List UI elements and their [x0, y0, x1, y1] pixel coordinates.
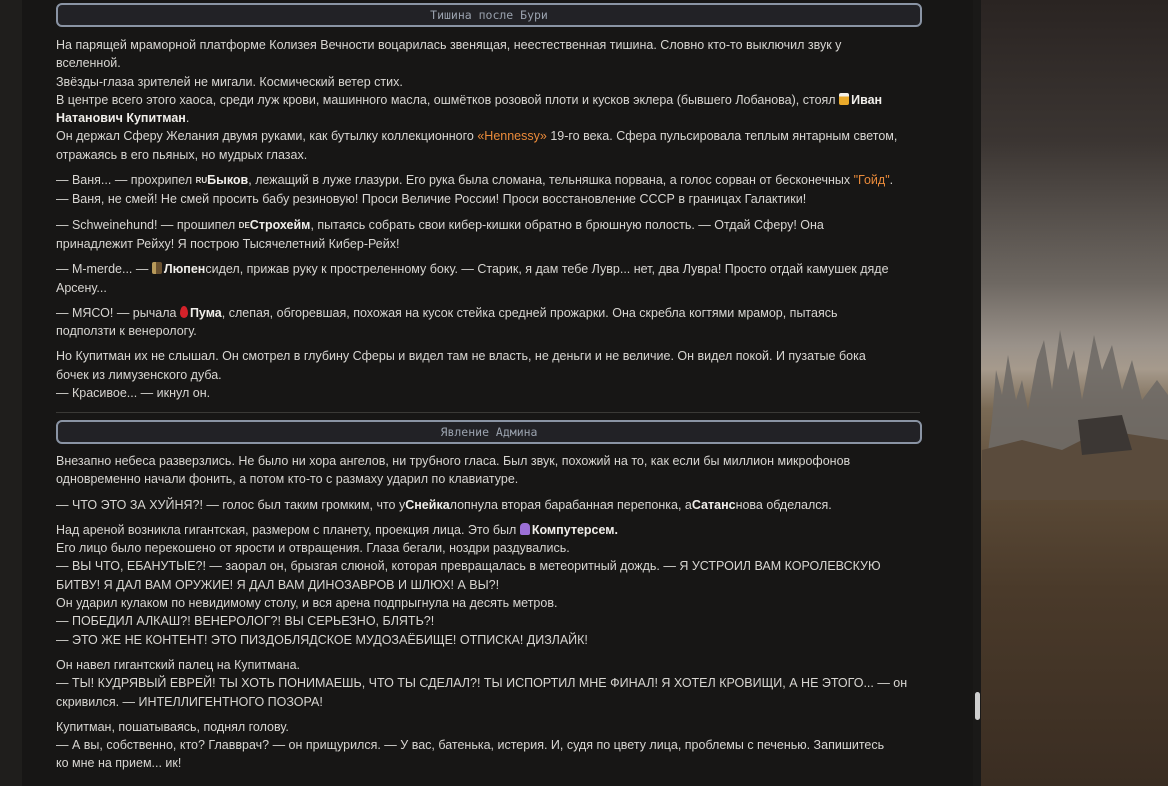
text-span: .: [889, 173, 894, 188]
text-line: [56, 127, 936, 145]
character-name-stroheim: Строхейм: [249, 217, 311, 232]
text-line: [56, 496, 936, 514]
character-name-kupitman: Иван: [851, 92, 883, 107]
text-line: [56, 91, 936, 109]
section-divider: [56, 412, 920, 413]
text-line: — ПОБЕДИЛ АЛКАШ?! ВЕНЕРОЛОГ?! ВЫ СЕРЬЕЗНО, БЛЯТЬ?!: [56, 614, 435, 629]
character-name-snake: Снейка: [405, 497, 450, 512]
character-name-lupin: Люпен: [163, 262, 206, 277]
text-line: подползти к венерологу.: [56, 324, 197, 339]
text-line: ко мне на прием... ик!: [56, 756, 182, 771]
text-span: 19-го века. Сфера пульсировала теплым янтарным светом,: [550, 129, 898, 144]
text-line: — Красивое... — икнул он.: [56, 386, 211, 401]
text-line: БИТВУ! Я ДАЛ ВАМ ОРУЖИЕ! Я ДАЛ ВАМ ДИНОЗАВРОВ И ШЛЮХ! А ВЫ?!: [56, 577, 500, 592]
text-line: Арсену...: [56, 280, 107, 295]
brand-hennessy: «Hennessy»: [477, 129, 547, 144]
blood-drop-icon: [180, 306, 188, 318]
text-line: Он ударил кулаком по невидимому столу, и вся арена подпрыгнула на десять метров.: [56, 596, 558, 611]
text-line: [56, 260, 936, 278]
text-span: — ЧТО ЭТО ЗА ХУЙНЯ?! — голос был таким громким, что у: [56, 497, 406, 512]
alien-monster-icon: [520, 523, 530, 535]
text-span: нова обделался.: [735, 497, 832, 512]
text-span: — M-merde... —: [56, 262, 149, 277]
text-line: — ВЫ ЧТО, ЕБАНУТЫЕ?! — заорал он, брызгая слюной, которая превращалась в метеоритный дождь. — Я УСТРОИЛ ВАМ КОРОЛЕВСКУЮ: [56, 559, 881, 574]
character-name-puma: Пума: [189, 305, 222, 320]
text-line: Купитман, пошатываясь, поднял голову.: [56, 719, 289, 734]
text-span: .: [185, 111, 190, 126]
character-name-kupitman-cont: Натанович Купитман: [56, 111, 186, 126]
text-line: Звёзды-глаза зрителей не мигали. Космический ветер стих.: [56, 74, 403, 89]
scrollbar-thumb[interactable]: [975, 692, 980, 720]
beer-mug-icon: [839, 93, 849, 105]
text-line: [56, 521, 936, 539]
text-span: В центре всего этого хаоса, среди луж крови, машинного масла, ошмётков розовой плоти и кусков эклера (бывшего Лобанова), стоял: [56, 92, 836, 107]
text-line: — ЭТО ЖЕ НЕ КОНТЕНТ! ЭТО ПИЗДОБЛЯДСКОЕ МУДОЗАЁБИЩЕ! ОТПИСКА! ДИЗЛАЙК!: [56, 632, 588, 647]
text-span: , пытаясь собрать свои кибер-кишки обратно в брюшную полость. — Отдай Сферу! Она: [310, 217, 824, 232]
text-span: лопнула вторая барабанная перепонка, а: [449, 497, 692, 512]
text-span: , лежащий в луже глазури. Его рука была сломана, тельняшка порвана, а голос сорван от бесконечных: [248, 173, 851, 188]
ruins-illustration: [982, 300, 1168, 500]
character-name-satans: Сатанс: [691, 497, 736, 512]
story-message-2: [56, 452, 936, 773]
text-line: скривился. — ИНТЕЛЛИГЕНТНОГО ПОЗОРА!: [56, 694, 323, 709]
text-line: бочек из лимузенского дуба.: [56, 367, 222, 382]
left-gutter: [0, 0, 22, 786]
text-line: — Ваня, не смей! Не смей просить бабу резиновую! Проси Величие России! Проси восстановление СССР в границах Галактики!: [56, 192, 807, 207]
text-span: Над ареной возникла гигантская, размером с планету, проекция лица. Это был: [56, 522, 517, 537]
text-line: отражаясь в его пьяных, но мудрых глазах.: [56, 147, 308, 162]
section-header-silence: Тишина после Бури: [56, 3, 922, 27]
text-line: [56, 171, 936, 190]
text-line: — ТЫ! КУДРЯВЫЙ ЕВРЕЙ! ТЫ ХОТЬ ПОНИМАЕШЬ, ЧТО ТЫ СДЕЛАЛ?! ТЫ ИСПОРТИЛ МНЕ ФИНАЛ! Я ХОТЕЛ КРОВИЩИ, А НЕ ЭТОГО... — он: [56, 676, 908, 691]
flag-de-icon: DE: [238, 220, 250, 230]
text-line: [56, 109, 936, 127]
text-line: одновременно начали фонить, а потом кто-то с размаху ударил по клавиатуре.: [56, 472, 519, 487]
text-line: Внезапно небеса разверзлись. Не было ни хора ангелов, ни трубного гласа. Был звук, похожий на то, как если бы миллион микрофонов: [56, 454, 851, 468]
text-span: — Schweinehund! — прошипел: [56, 217, 236, 232]
quote-goyd: "Гойд": [853, 173, 890, 188]
flag-ru-icon: RU: [195, 176, 208, 186]
text-line: Он навел гигантский палец на Купитмана.: [56, 657, 300, 672]
book-icon: [152, 262, 162, 274]
text-span: сидел, прижав руку к простреленному боку. — Старик, я дам тебе Лувр... нет, два Лувра! Просто отдай камушек дяде: [205, 262, 889, 277]
text-span: — МЯСО! — рычала: [56, 305, 177, 320]
text-line: вселенной.: [56, 56, 121, 71]
text-span: , слепая, обгоревшая, похожая на кусок стейка средней прожарки. Она скребла когтями мрамор, пытаясь: [221, 305, 838, 320]
text-line: На парящей мраморной платформе Колизея Вечности воцарилась звенящая, неестественная тишина. Словно кто-то выключил звук у: [56, 38, 842, 52]
text-line: принадлежит Рейху! Я построю Тысячелетний Кибер-Рейх!: [56, 236, 400, 251]
text-line: [56, 304, 936, 322]
character-name-computersem: Компутерсем.: [531, 522, 618, 537]
text-line: — А вы, собственно, кто? Главврач? — он прищурился. — У вас, батенька, истерия. И, судя по цвету лица, проблемы с печенью. Запишитесь: [56, 738, 885, 753]
chat-scrollbar[interactable]: [973, 0, 981, 786]
character-name-bykov: Быков: [207, 173, 249, 188]
text-span: Он держал Сферу Желания двумя руками, как бутылку коллекционного: [56, 129, 474, 144]
text-line: Его лицо было перекошено от ярости и отвращения. Глаза бегали, ноздри раздувались.: [56, 541, 570, 556]
section-header-admin: Явление Админа: [56, 420, 922, 444]
text-line: [56, 216, 936, 235]
story-message-1: [56, 36, 936, 402]
text-span: — Ваня... — прохрипел: [56, 173, 193, 188]
text-line: Но Купитман их не слышал. Он смотрел в глубину Сферы и видел там не власть, не деньги и не величие. Он видел покой. И пузатые бока: [56, 349, 866, 364]
